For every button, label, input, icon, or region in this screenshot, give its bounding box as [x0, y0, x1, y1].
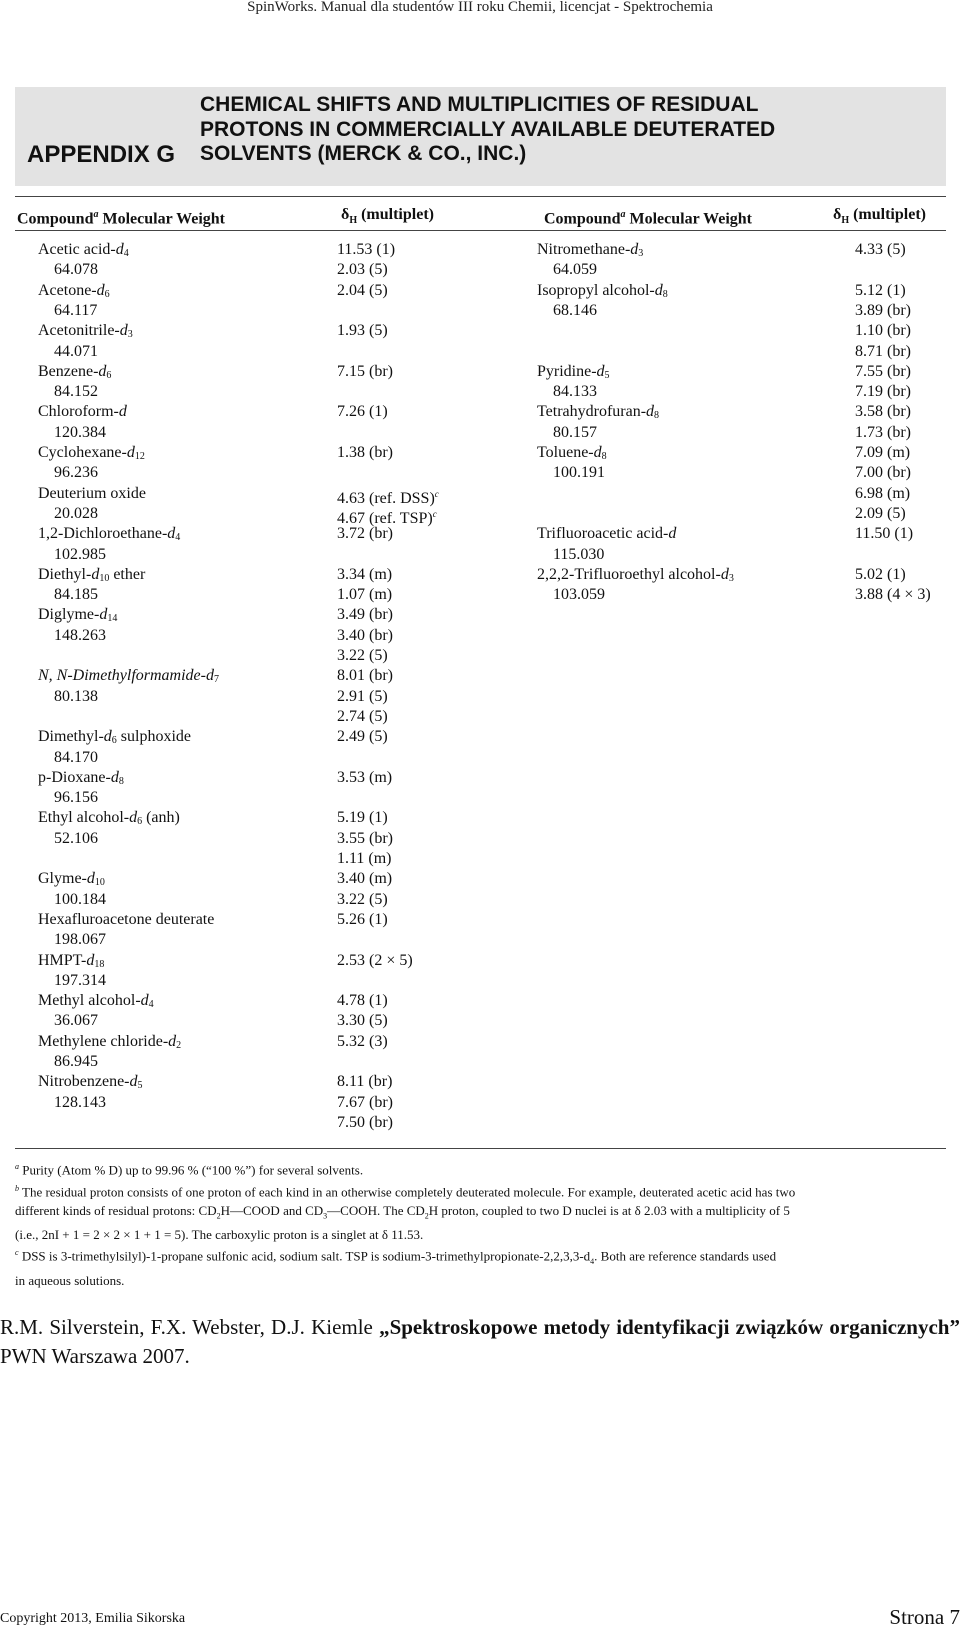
- shift-cell: 7.26 (1): [337, 403, 388, 421]
- shift-cell: 11.53 (1): [337, 241, 396, 258]
- shift-cell: 4.78 (1): [337, 992, 388, 1010]
- shift-cell: 5.32 (3): [337, 1032, 388, 1050]
- compound-cell: 100.184: [54, 890, 106, 908]
- shift-cell: 2.09 (5): [855, 504, 906, 522]
- compound-cell: 44.071: [54, 342, 98, 360]
- appendix-title-line: CHEMICAL SHIFTS AND MULTIPLICITIES OF RESIDUAL: [200, 93, 759, 116]
- compound-cell: $p-Dioxane-d_8$: [38, 768, 124, 787]
- compound-cell: Chloroform-d: [38, 403, 127, 421]
- compound-cell: Acetic acid-$d_4$: [38, 241, 129, 259]
- compound-cell: 103.059: [553, 586, 605, 604]
- compound-cell: Dimethyl-$d_6$ sulphoxide: [38, 728, 191, 747]
- shift-cell: 7.19 (br): [855, 383, 911, 401]
- citation-publisher: PWN Warszawa 2007.: [0, 1344, 190, 1368]
- compound-cell: Pyridine-$d_5$: [537, 362, 610, 381]
- copyright: Copyright 2013, Emilia Sikorska: [0, 1611, 186, 1626]
- shift-cell: 7.55 (br): [855, 362, 911, 380]
- shift-cell: 7.15 (br): [337, 362, 393, 380]
- shift-cell: 1.07 (m): [337, 586, 393, 604]
- shift-cell: 5.26 (1): [337, 910, 388, 928]
- compound-cell: 86.945: [54, 1053, 98, 1070]
- shift-cell: 2.04 (5): [337, 281, 388, 299]
- compound-cell: Cyclohexane-$d_{12}$: [38, 444, 145, 462]
- shift-cell: 3.53 (m): [337, 768, 393, 786]
- shift-cell: 3.89 (br): [855, 301, 911, 319]
- citation-title: „Spektroskopowe metody identyfikacji związków organicznych”: [379, 1315, 960, 1339]
- shift-cell: 1.73 (br): [855, 423, 911, 441]
- shift-cell: 3.58 (br): [855, 403, 911, 421]
- compound-cell: Ethyl alcohol-$d_6$ (anh): [38, 809, 180, 828]
- column-header-shift-right: $\delta_H$ (multiplet): [833, 206, 926, 227]
- shift-cell: 1.93 (5): [337, 322, 388, 340]
- compound-cell: 198.067: [54, 931, 106, 949]
- compound-cell: N, $N-Dimethylformamide-d_7$: [38, 667, 219, 686]
- compound-cell: Diglyme-$d_{14}$: [38, 606, 118, 625]
- table-top-rule: [15, 196, 946, 197]
- appendix-label: APPENDIX G: [27, 141, 176, 168]
- shift-cell: 3.40 (br): [337, 626, 393, 644]
- shift-cell: 8.01 (br): [337, 667, 393, 685]
- shift-cell: 4.63 (ref. DSS)$^c$: [337, 488, 439, 507]
- shift-cell: 8.71 (br): [855, 342, 911, 360]
- shift-cell: 1.38 (br): [337, 444, 393, 461]
- compound-cell: 20.028: [54, 504, 98, 522]
- compound-cell: 64.117: [54, 301, 98, 319]
- shift-cell: 11.50 (1): [855, 525, 914, 543]
- compound-cell: 197.314: [54, 971, 106, 989]
- footnote-c: $^c$ DSS is 3-trimethylsilyl)-1-propane sulfonic acid, sodium salt. TSP is sodium-$3-trimethylpropionate-2,2,3,3-d_4$. Both are reference standards used: [15, 1248, 777, 1267]
- compound-cell: 96.156: [54, 789, 98, 807]
- compound-cell: Nitrobenzene-$d_5$: [38, 1073, 143, 1092]
- compound-cell: Isopropyl alcohol-$d_8$: [537, 281, 668, 300]
- footnote-b-cont: (i.e., 2nI + 1 = 2 × 2 × 1 + 1 = 5). The carboxylic proton is a singlet at δ 11.53.: [15, 1226, 424, 1242]
- shift-cell: 1.10 (br): [855, 322, 911, 340]
- shift-cell: 2.53 (2 × 5): [337, 951, 413, 969]
- shift-cell: 7.00 (br): [855, 464, 911, 482]
- column-header-compound-left: Compound$^a$ Molecular Weight: [17, 209, 225, 228]
- footnote-b-cont: different kinds of residual protons: $CD_2H—COOD$ and $CD_3—COOH$. The $CD_2H$ proton, coupled to two D nuclei is at δ 2.03 with a multiplicity of 5: [15, 1202, 790, 1221]
- shift-cell: 5.12 (1): [855, 281, 906, 299]
- compound-cell: 64.078: [54, 261, 98, 279]
- compound-cell: 84.152: [54, 383, 98, 401]
- compound-cell: 80.138: [54, 687, 98, 705]
- footnote-b: $^b$ The residual proton consists of one proton of each kind in an otherwise completely deuterated molecule. For example, deuterated acetic acid has two: [15, 1183, 796, 1200]
- appendix-banner: [15, 87, 946, 186]
- shift-cell: 1.11 (m): [337, 850, 392, 867]
- shift-cell: 7.50 (br): [337, 1113, 393, 1131]
- compound-cell: Benzene-$d_6$: [38, 362, 112, 381]
- compound-cell: 68.146: [553, 301, 597, 319]
- shift-cell: 3.40 (m): [337, 870, 393, 888]
- compound-cell: Hexafluroacetone deuterate: [38, 910, 215, 928]
- citation-authors: R.M. Silverstein, F.X. Webster, D.J. Kiemle: [0, 1315, 380, 1339]
- compound-cell: HMPT-$d_{18}$: [38, 951, 105, 970]
- compound-cell: Acetone-$d_6$: [38, 281, 110, 300]
- compound-cell: 64.059: [553, 261, 597, 279]
- compound-cell: 100.191: [553, 464, 605, 482]
- compound-cell: Nitromethane-$d_3$: [537, 241, 644, 259]
- compound-cell: 2,2,2-Trifluoroethyl alcohol-$d_3$: [537, 565, 734, 584]
- footnotes: [15, 1158, 945, 1290]
- compound-cell: 84.185: [54, 586, 98, 604]
- column-header-compound-right: Compound$^a$ Molecular Weight: [544, 209, 752, 228]
- compound-cell: 115.030: [553, 545, 605, 563]
- appendix-title-line: PROTONS IN COMMERCIALLY AVAILABLE DEUTERATED: [200, 117, 776, 141]
- header-rule: [15, 230, 946, 231]
- compound-cell: Glyme-$d_{10}$: [38, 870, 105, 889]
- running-header: SpinWorks. Manual dla studentów III roku Chemii, licencjat - Spektrochemia: [247, 0, 713, 15]
- compound-cell: 36.067: [54, 1012, 98, 1030]
- compound-cell: 120.384: [54, 423, 106, 441]
- shift-cell: 8.11 (br): [337, 1073, 393, 1091]
- shift-cell: 4.67 (ref. TSP)$^c$: [337, 508, 437, 527]
- compound-cell: 52.106: [54, 829, 98, 847]
- page-number: Strona 7: [889, 1605, 960, 1629]
- shift-cell: 3.88 (4 × 3): [855, 586, 931, 604]
- shift-cell: 3.22 (5): [337, 647, 388, 664]
- shift-cell: 4.33 (5): [855, 241, 906, 258]
- appendix-title: [200, 93, 775, 167]
- shift-cell: 5.19 (1): [337, 809, 388, 827]
- compound-cell: $1,2-Dichloroethane-d_4$: [38, 525, 181, 544]
- compound-cell: Methylene chloride-$d_2$: [38, 1032, 182, 1051]
- table-bottom-rule: [15, 1148, 946, 1149]
- compound-cell: 96.236: [54, 464, 98, 482]
- shift-cell: 2.49 (5): [337, 728, 388, 746]
- shift-cell: 3.22 (5): [337, 890, 388, 908]
- shift-cell: 3.49 (br): [337, 606, 393, 624]
- shift-cell: 3.55 (br): [337, 829, 393, 847]
- compound-cell: 128.143: [54, 1093, 106, 1111]
- shift-cell: 2.74 (5): [337, 707, 388, 725]
- compound-cell: Tetrahydrofuran-$d_8$: [537, 403, 660, 422]
- compound-cell: Acetonitrile-$d_3$: [38, 322, 133, 341]
- footnote-c-cont: in aqueous solutions.: [15, 1272, 125, 1288]
- footnote-a: $^a$ Purity (Atom % D) up to 99.96 % (“100 %”) for several solvents.: [15, 1162, 364, 1178]
- compound-cell: 84.133: [553, 383, 597, 401]
- citation: [0, 1313, 960, 1371]
- shift-cell: 6.98 (m): [855, 484, 911, 502]
- column-header-shift-left: $\delta_H$ (multiplet): [341, 206, 434, 227]
- shift-cell: 3.30 (5): [337, 1012, 388, 1030]
- shift-cell: 7.67 (br): [337, 1093, 393, 1111]
- shift-cell: 2.03 (5): [337, 261, 388, 279]
- shift-cell: 3.34 (m): [337, 565, 393, 583]
- shift-cell: 2.91 (5): [337, 687, 388, 705]
- compound-cell: 148.263: [54, 626, 106, 644]
- compound-cell: Toluene-$d_8$: [537, 444, 607, 462]
- compound-cell: 102.985: [54, 545, 106, 563]
- shift-cell: 3.72 (br): [337, 525, 393, 543]
- shift-cell: 5.02 (1): [855, 565, 906, 583]
- compound-cell: 80.157: [553, 423, 597, 441]
- compound-cell: Trifluoroacetic acid-d: [537, 525, 677, 543]
- appendix-title-line: SOLVENTS (MERCK & CO., INC.): [200, 142, 527, 165]
- compound-cell: Deuterium oxide: [38, 484, 146, 502]
- compound-cell: 84.170: [54, 748, 98, 766]
- shift-cell: 7.09 (m): [855, 444, 911, 461]
- compound-cell: Diethyl-$d_{10}$ ether: [38, 565, 146, 584]
- compound-cell: Methyl alcohol-$d_4$: [38, 992, 154, 1011]
